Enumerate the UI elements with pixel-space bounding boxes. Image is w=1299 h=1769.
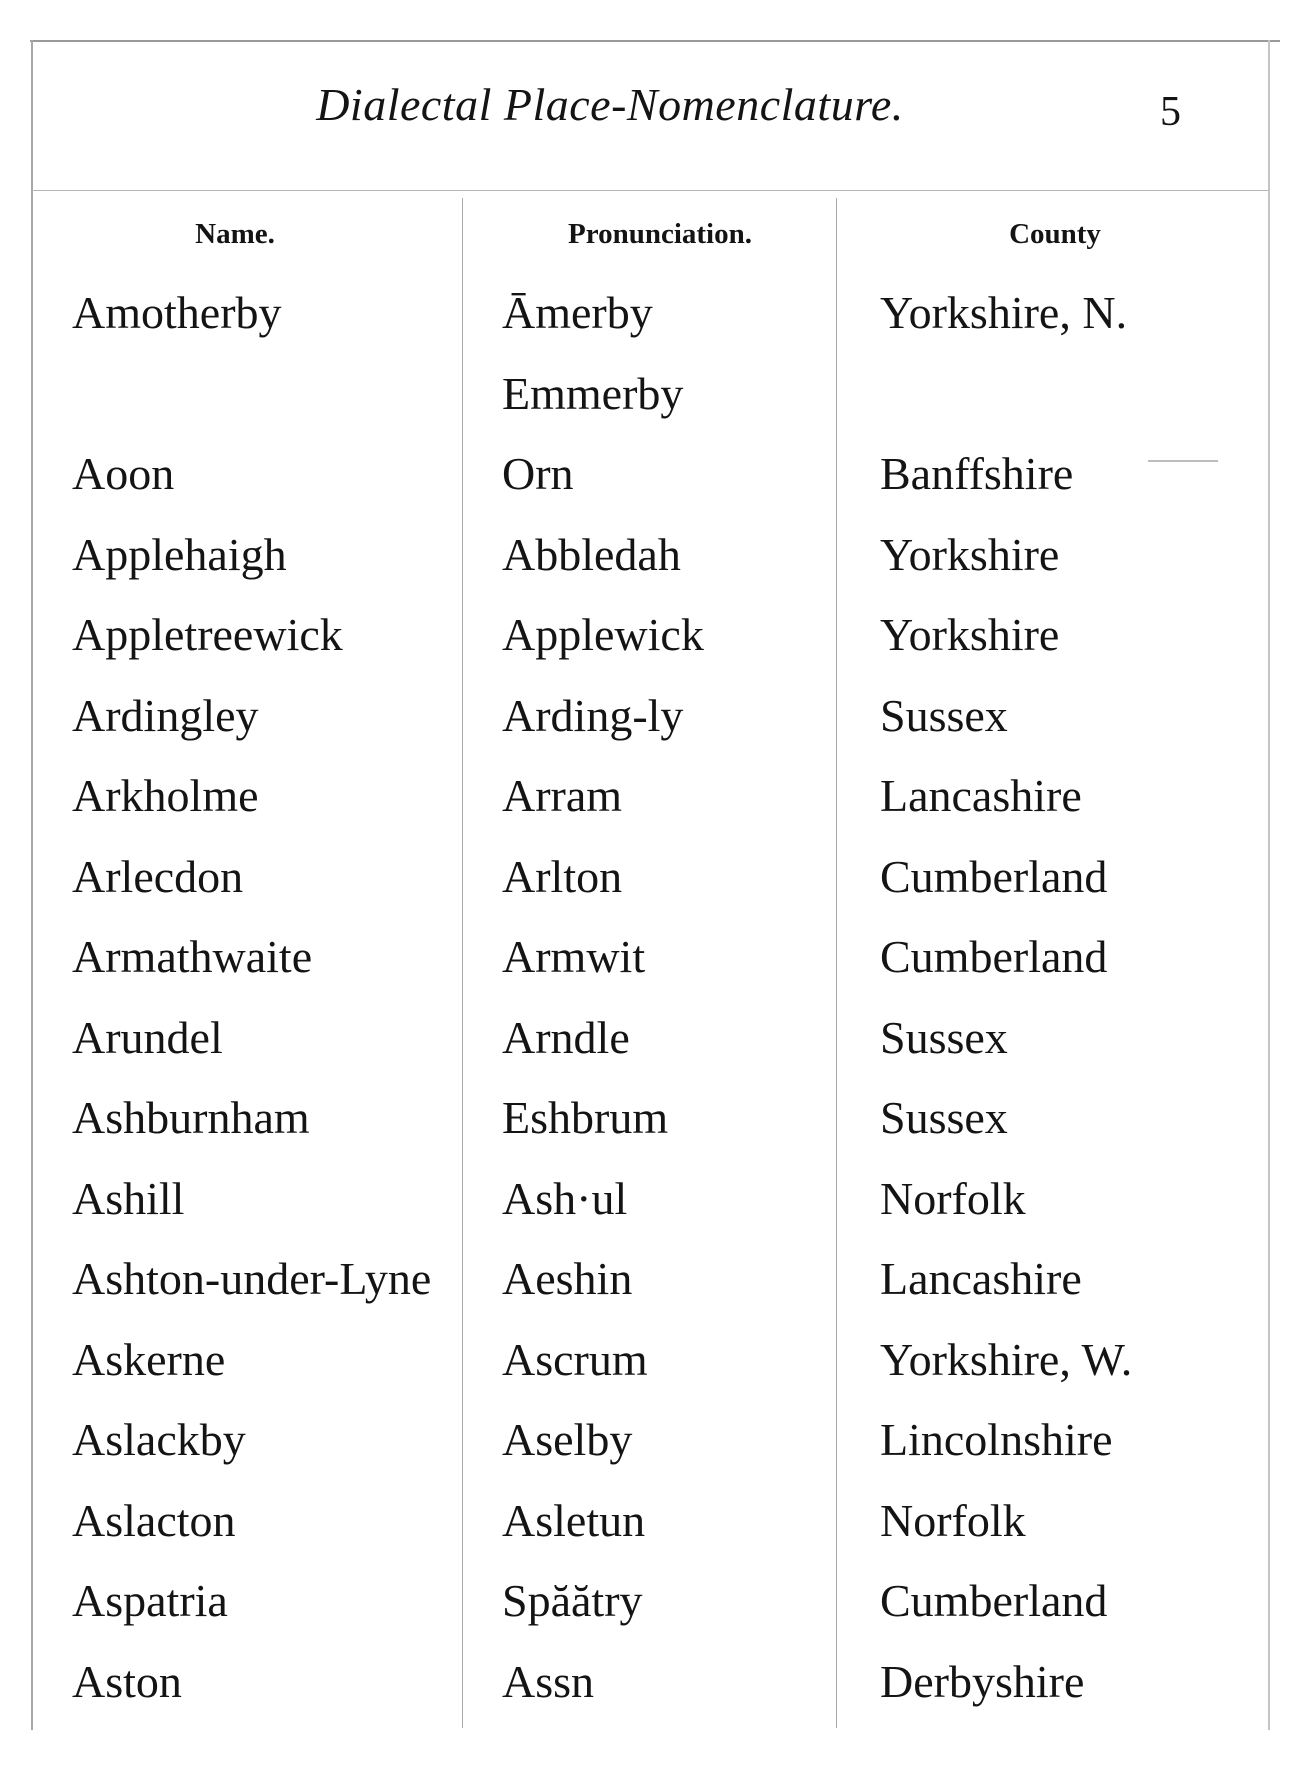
table-cell-county: Cumberland [880,931,1108,982]
table-cell-pronunciation: Arding-ly [502,689,684,741]
table-cell-name: Ashburnham [72,1092,310,1143]
table-cell-pronunciation: Applewick [502,609,704,660]
table-cell-pronunciation: Arndle [502,1011,630,1063]
table-cell-name: Ashill [72,1172,185,1224]
table-cell-pronunciation: Asletun [502,1494,646,1546]
table-cell-name: Aoon [72,448,175,499]
table-cell-county: Sussex [880,1092,1008,1143]
table-cell-pronunciation: Ascrum [502,1333,648,1385]
table-cell-county: Yorkshire [880,609,1060,660]
table-cell-name: Amotherby [72,287,282,338]
table-cell-county: Norfolk [880,1172,1026,1224]
table-cell-name: Ardingley [72,689,259,741]
table-cell-name: Askerne [72,1333,226,1385]
table-cell-pronunciation: Spăătry [502,1575,643,1626]
table-cell-pronunciation: Abbledah [502,528,681,580]
table-cell-county: Derbyshire [880,1655,1085,1707]
table-cell-name: Arundel [72,1011,223,1063]
table-cell-name: Arlecdon [72,850,244,902]
column-header-pronunciation: Pronunciation. [568,218,752,250]
table-cell-pronunciation: Arlton [502,850,623,902]
table-cell-county: Norfolk [880,1494,1026,1546]
table-cell-pronunciation: Armwit [502,931,646,982]
table-cell-name: Ashton-under-Lyne [72,1253,432,1304]
table-cell-county: Lancashire [880,1253,1082,1304]
table-cell-county: Yorkshire, W. [880,1333,1133,1385]
table-cell-county: Cumberland [880,1575,1108,1626]
table-cell-county: Cumberland [880,850,1108,902]
column-header-name: Name. [195,218,275,250]
table-cell-name: Aspatria [72,1575,228,1626]
table-cell-pronunciation: Assn [502,1655,595,1707]
table-cell-pronunciation: Aeshin [502,1253,633,1304]
table-cell-name: Aslackby [72,1414,246,1465]
table-cell-name: Armathwaite [72,931,313,982]
table-cell-pronunciation: Ash·ul [502,1172,628,1224]
table-cell-county: Banffshire [880,448,1074,499]
table-cell-name: Arkholme [72,770,259,821]
table-cell-county: Sussex [880,1011,1008,1063]
table-cell-pronunciation: Orn [502,448,574,499]
table-cell-county: Lincolnshire [880,1414,1113,1465]
table-cell-pronunciation: Aselby [502,1414,633,1465]
page-number: 5 [1160,89,1181,135]
table-cell-county: Lancashire [880,770,1082,821]
column-header-county: County [1009,218,1101,250]
table-cell-county: Yorkshire, N. [880,287,1128,338]
table-cell-pronunciation: Āmerby [502,287,653,338]
table-cell-pronunciation: Arram [502,770,623,821]
table-cell-pronunciation: Eshbrum [502,1092,669,1143]
table-cell-name: Appletreewick [72,609,343,660]
table-cell-county: Sussex [880,689,1008,741]
table-cell-pronunciation: Emmerby [502,367,684,419]
running-title: Dialectal Place-Nomenclature. [316,79,904,130]
table-cell-name: Aslacton [72,1494,236,1546]
table-cell-name: Applehaigh [72,528,287,580]
table-cell-name: Aston [72,1655,182,1707]
table-cell-county: Yorkshire [880,528,1060,580]
